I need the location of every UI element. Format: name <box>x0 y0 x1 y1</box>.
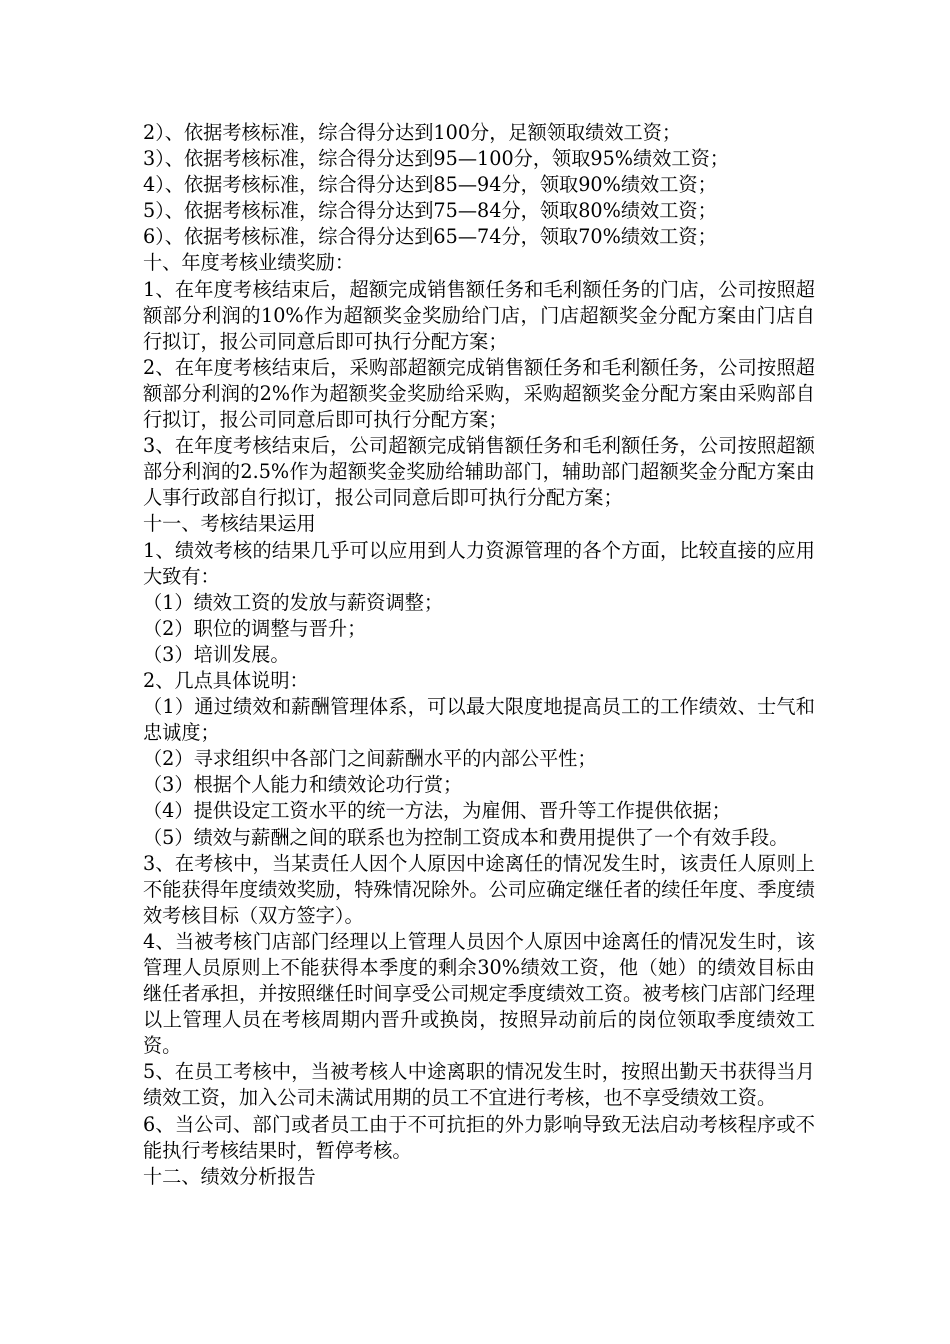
section-heading-11: 十一、考核结果运用 <box>143 512 316 536</box>
result-use-subitem-3: （3）培训发展。 <box>143 642 290 666</box>
explanation-subitem-2: （2）寻求组织中各部门之间薪酬水平的内部公平性； <box>143 747 597 771</box>
explanation-subitem-5: （5）绩效与薪酬之间的联系也为控制工资成本和费用提供了一个有效手段。 <box>143 825 789 849</box>
rule-item-5: 5）、依据考核标准，综合得分达到75—84分，领取80%绩效工资； <box>143 199 717 223</box>
result-use-item-4: 4、当被考核门店部门经理以上管理人员因个人原因中途离任的情况发生时，该管理人员原则上不能获得本季度的剩余30%绩效工资，他（她）的绩效目标由继任者承担，并按照继任时间享受公司规定季度绩效工资。被考核门店部门经理以上管理人员在考核周期内晋升或换岗，按照异动前后的岗位领取季度绩效工资。 <box>143 929 815 1058</box>
result-use-item-5: 5、在员工考核中，当被考核人中途离职的情况发生时，按照出勤天书获得当月绩效工资，加入公司未满试用期的员工不宜进行考核，也不享受绩效工资。 <box>143 1060 815 1110</box>
document-page <box>143 120 815 1190</box>
section-heading-10: 十、年度考核业绩奖励： <box>143 251 355 275</box>
result-use-item-2: 2、几点具体说明： <box>143 668 309 692</box>
explanation-subitem-3: （3）根据个人能力和绩效论功行赏； <box>143 773 463 797</box>
result-use-item-3: 3、在考核中，当某责任人因个人原因中途离任的情况发生时，该责任人原则上不能获得年度绩效奖励，特殊情况除外。公司应确定继任者的续任年度、季度绩效考核目标（双方签字）。 <box>143 851 815 927</box>
section-heading-12: 十二、绩效分析报告 <box>143 1164 316 1188</box>
explanation-subitem-4: （4）提供设定工资水平的统一方法，为雇佣、晋升等工作提供依据； <box>143 799 731 823</box>
result-use-subitem-1: （1）绩效工资的发放与薪资调整； <box>143 590 444 614</box>
result-use-subitem-2: （2）职位的调整与晋升； <box>143 616 367 640</box>
rule-item-4: 4）、依据考核标准，综合得分达到85—94分，领取90%绩效工资； <box>143 173 717 197</box>
explanation-subitem-1: （1）通过绩效和薪酬管理体系，可以最大限度地提高员工的工作绩效、士气和忠诚度； <box>143 695 815 745</box>
result-use-item-1: 1、绩效考核的结果几乎可以应用到人力资源管理的各个方面，比较直接的应用大致有： <box>143 538 815 588</box>
rule-item-3: 3）、依据考核标准，综合得分达到95—100分，领取95%绩效工资； <box>143 147 729 171</box>
reward-item-3: 3、在年度考核结束后，公司超额完成销售额任务和毛利额任务，公司按照超额部分利润的2.5%作为超额奖金奖励给辅助部门，辅助部门超额奖金分配方案由人事行政部自行拟订，报公司同意后即可执行分配方案； <box>143 434 815 510</box>
result-use-item-6: 6、当公司、部门或者员工由于不可抗拒的外力影响导致无法启动考核程序或不能执行考核结果时，暂停考核。 <box>143 1112 815 1162</box>
reward-item-2: 2、在年度考核结束后，采购部超额完成销售额任务和毛利额任务，公司按照超额部分利润的2%作为超额奖金奖励给采购，采购超额奖金分配方案由采购部自行拟订，报公司同意后即可执行分配方案； <box>143 355 815 432</box>
rule-item-6: 6）、依据考核标准，综合得分达到65—74分，领取70%绩效工资； <box>143 225 717 249</box>
reward-item-1: 1、在年度考核结束后，超额完成销售额任务和毛利额任务的门店，公司按照超额部分利润的10%作为超额奖金奖励给门店，门店超额奖金分配方案由门店自行拟订，报公司同意后即可执行分配方案； <box>143 277 815 353</box>
rule-item-2: 2）、依据考核标准，综合得分达到100分，足额领取绩效工资； <box>143 121 682 144</box>
